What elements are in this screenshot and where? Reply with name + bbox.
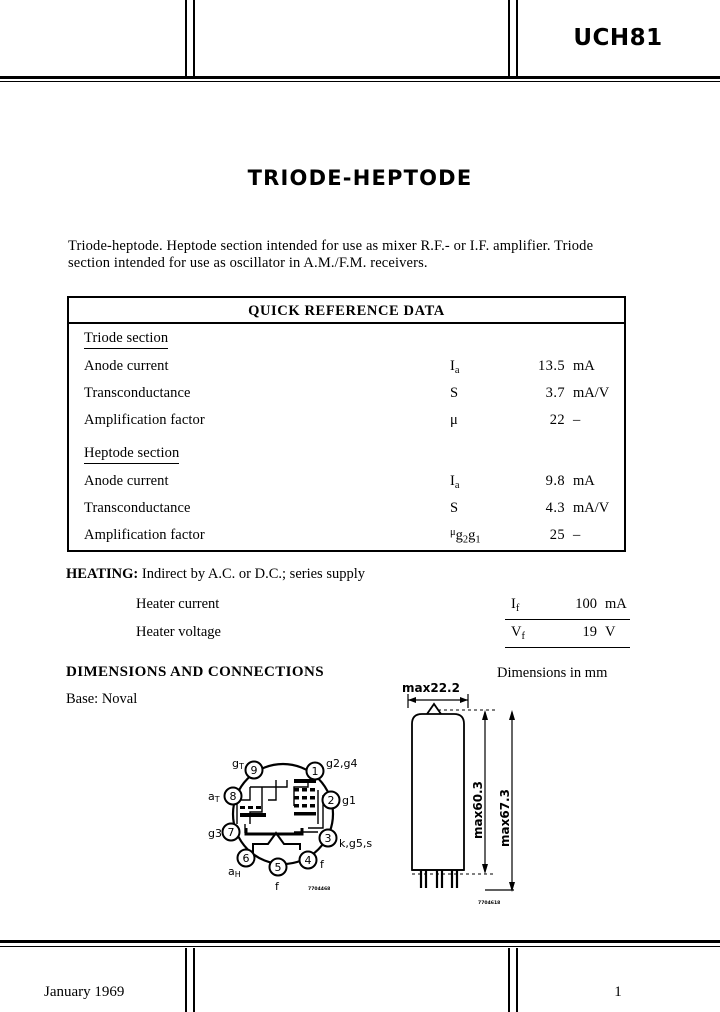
row-unit: mA — [573, 358, 595, 374]
envelope-outline-diagram — [390, 678, 550, 910]
row-label: Amplification factor — [84, 527, 205, 543]
heating-row-unit: mA — [605, 596, 627, 612]
table-row — [69, 527, 624, 549]
page-footer — [0, 948, 720, 1012]
heating-row-value: 100 — [575, 596, 597, 612]
table-row — [69, 500, 624, 522]
pin-connection-diagram — [190, 740, 380, 905]
footer-rule-thin — [0, 946, 720, 947]
footer-divider-left-outer — [185, 948, 187, 1012]
pin-label-2: g1 — [342, 794, 356, 807]
header-rule-thin — [0, 81, 720, 82]
row-value: 13.5 — [538, 358, 565, 374]
footer-divider-right-outer — [516, 948, 518, 1012]
row-unit: mA — [573, 473, 595, 489]
pin-number-4: 4 — [304, 854, 312, 867]
heating-row-label: Heater current — [136, 596, 220, 612]
quick-reference-body — [69, 326, 624, 552]
heating-heading — [66, 566, 365, 583]
heating-section — [66, 566, 630, 648]
pin-label-4: f — [320, 858, 324, 871]
header-rule-thick — [0, 76, 720, 79]
base-type-label: Base: Noval — [66, 691, 138, 707]
header-divider-right-inner — [508, 0, 510, 76]
dimensions-units-note: Dimensions in mm — [497, 665, 608, 681]
description-paragraph: Triode-heptode. Heptode section intended for use as mixer R.F.- or I.F. amplifier. Triode section intended for use as oscillator in A.M./F.M. receivers. — [68, 238, 594, 271]
pin-number-1: 1 — [311, 765, 319, 778]
page-title: TRIODE-HEPTODE — [247, 166, 473, 190]
pin-label-5: f — [275, 880, 279, 893]
socket-drawing-ref: 7704468 — [308, 887, 331, 892]
row-value: 22 — [549, 412, 565, 428]
row-label: Amplification factor — [84, 412, 205, 428]
heating-row-symbol: $I_f$ — [511, 596, 520, 614]
group-heading-triode: Triode section — [84, 330, 168, 349]
heating-row-label: Heater voltage — [136, 624, 221, 640]
table-row — [69, 358, 624, 380]
row-symbol: $I_a$ — [450, 473, 460, 491]
heating-row-values — [505, 596, 630, 620]
heating-row-value: 19 — [582, 624, 597, 640]
pin-number-9: 9 — [250, 764, 258, 777]
page-header — [0, 0, 720, 76]
header-divider-left-inner — [193, 0, 195, 76]
table-row — [69, 385, 624, 407]
row-symbol: $I_a$ — [450, 358, 460, 376]
footer-divider-right-inner — [508, 948, 510, 1012]
heating-label: HEATING: — [66, 566, 139, 582]
heating-row-unit: V — [605, 624, 616, 640]
row-unit: mA/V — [573, 385, 610, 401]
pin-number-6: 6 — [242, 852, 250, 865]
row-value: 4.3 — [545, 500, 565, 516]
pin-label-6: aH — [228, 865, 241, 879]
pin-label-7: g3 — [208, 827, 222, 840]
pin-label-3: k,g5,s — [339, 837, 373, 850]
row-symbol: $^\mu g_2g_1$ — [450, 527, 481, 546]
row-symbol: S — [450, 500, 459, 516]
envelope-drawing-ref: 7704618 — [478, 901, 501, 906]
row-unit: – — [573, 527, 581, 543]
pin-number-5: 5 — [274, 861, 282, 874]
row-value: 9.8 — [545, 473, 565, 489]
row-label: Transconductance — [84, 385, 191, 401]
envelope-total-height-label: max67.3 — [498, 789, 512, 847]
type-number: UCH81 — [573, 25, 663, 51]
row-value: 25 — [549, 527, 565, 543]
heating-row — [66, 596, 630, 622]
row-label: Anode current — [84, 473, 169, 489]
heating-row-values — [505, 624, 630, 648]
heating-row-symbol: $V_f$ — [511, 624, 525, 642]
pin-number-8: 8 — [229, 790, 237, 803]
row-symbol: μ — [450, 412, 458, 428]
pin-number-2: 2 — [327, 794, 335, 807]
header-divider-left-outer — [185, 0, 187, 76]
envelope-width-label: max22.2 — [402, 681, 460, 695]
table-row — [69, 412, 624, 434]
row-value: 3.7 — [545, 385, 565, 401]
heating-row — [66, 624, 630, 650]
dimensions-heading: DIMENSIONS AND CONNECTIONS — [66, 664, 324, 680]
group-heading-heptode: Heptode section — [84, 445, 179, 464]
pin-label-1: g2,g4 — [326, 757, 358, 770]
pin-label-8: aT — [208, 790, 220, 804]
envelope-glass-height-label: max60.3 — [471, 781, 485, 839]
row-unit: – — [573, 412, 581, 428]
row-label: Transconductance — [84, 500, 191, 516]
row-unit: mA/V — [573, 500, 610, 516]
footer-date: January 1969 — [44, 984, 125, 1000]
pin-number-3: 3 — [324, 832, 332, 845]
footer-rule-thick — [0, 940, 720, 943]
table-row — [69, 473, 624, 495]
quick-reference-table — [67, 296, 626, 552]
footer-page-number: 1 — [614, 984, 622, 1000]
quick-reference-heading: QUICK REFERENCE DATA — [69, 298, 624, 324]
row-symbol: S — [450, 385, 459, 401]
row-label: Anode current — [84, 358, 169, 374]
pin-label-9: gT — [232, 757, 244, 771]
pin-number-7: 7 — [227, 826, 235, 839]
heating-text: Indirect by A.C. or D.C.; series supply — [141, 566, 365, 582]
footer-divider-left-inner — [193, 948, 195, 1012]
